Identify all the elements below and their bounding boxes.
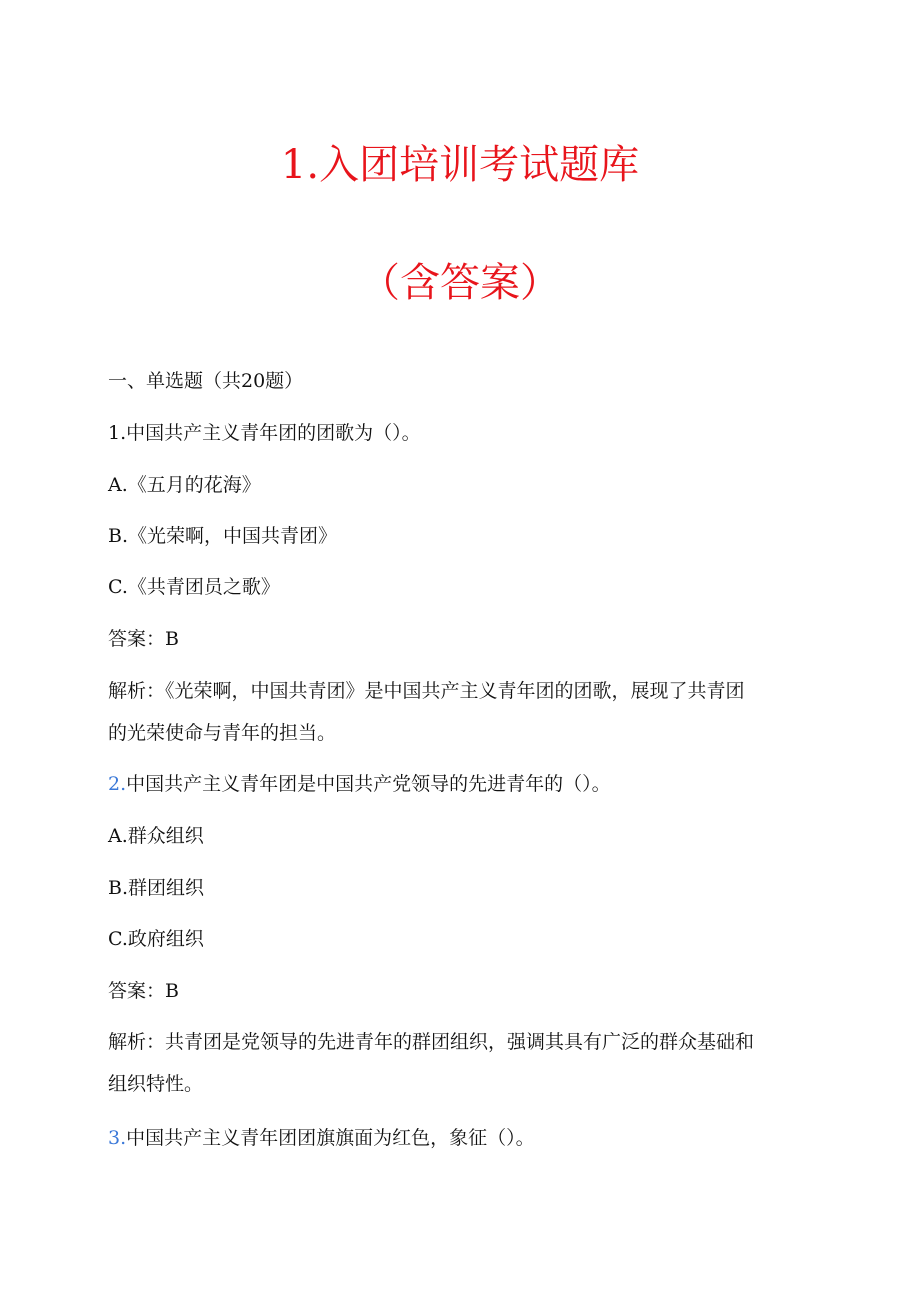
question-2-number: 2. [108,773,127,795]
question-2-analysis-line-1: 解析：共青团是党领导的先进青年的群团组织，强调其具有广泛的群众基础和 [108,1031,755,1053]
section-heading: 一、单选题（共20题） [108,370,304,392]
question-1-analysis-line-1: 解析：《光荣啊，中国共青团》是中国共产主义青年团的团歌，展现了共青团 [108,680,745,702]
question-3-stem-text: 中国共产主义青年团团旗旗面为红色，象征（）。 [126,1127,535,1149]
question-2-answer: 答案：B [108,980,179,1002]
question-2-stem-text: 中国共产主义青年团是中国共产党领导的先进青年的（）。 [126,773,611,795]
page-title: 1.入团培训考试题库 [280,142,640,188]
question-2-option-c: C.政府组织 [108,928,204,950]
question-2-option-b: B.群团组织 [108,877,205,899]
question-3-stem [108,1129,535,1148]
question-1-option-b: B.《光荣啊，中国共青团》 [108,525,338,547]
question-2-option-a: A.群众组织 [108,825,204,847]
question-2-analysis-line-2: 组织特性。 [108,1073,204,1095]
question-2-stem [108,775,611,794]
question-1-analysis-line-2: 的光荣使命与青年的担当。 [108,722,337,744]
page-subtitle: （含答案） [360,260,560,306]
question-1-stem: 1.中国共产主义青年团的团歌为（）。 [108,422,421,444]
question-1-answer: 答案：B [108,628,179,650]
question-1-option-c: C.《共青团员之歌》 [108,576,280,598]
question-3-number: 3. [108,1127,127,1149]
question-1-option-a: A.《五月的花海》 [108,474,261,496]
